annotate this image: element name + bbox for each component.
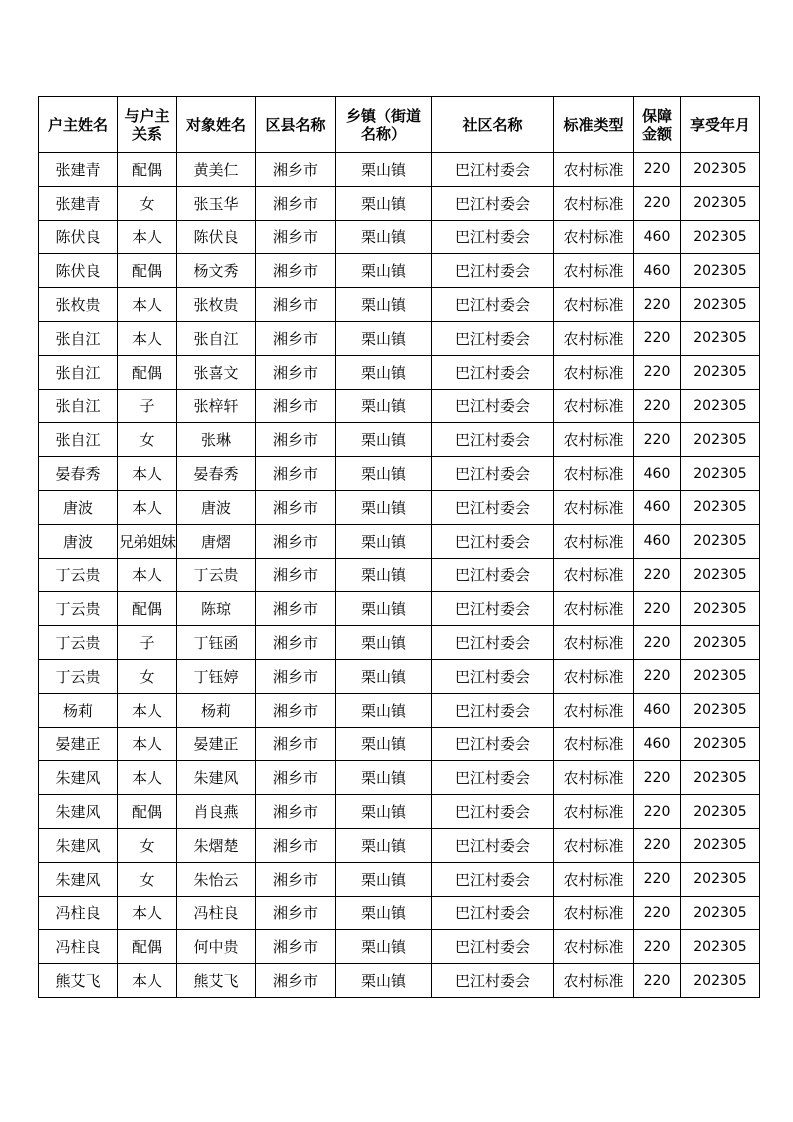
county-cell: 湘乡市 [256, 524, 336, 558]
head-name-cell: 丁云贵 [39, 626, 118, 660]
amount-cell: 220 [634, 321, 681, 355]
county-cell: 湘乡市 [256, 220, 336, 254]
table-row [39, 288, 760, 322]
standard-type-cell: 农村标准 [554, 862, 634, 896]
amount-cell: 460 [634, 457, 681, 491]
header-line: 对象姓名 [185, 115, 246, 134]
head-name-cell: 朱建风 [39, 828, 118, 862]
community-cell: 巴江村委会 [432, 659, 554, 693]
head-name-cell: 唐波 [39, 490, 118, 524]
month-cell: 202305 [681, 524, 760, 558]
head-name-cell: 张建青 [39, 186, 118, 220]
county-cell: 湘乡市 [256, 592, 336, 626]
head-name-cell: 朱建风 [39, 761, 118, 795]
standard-type-cell: 农村标准 [554, 389, 634, 423]
month-cell: 202305 [681, 186, 760, 220]
town-cell: 栗山镇 [336, 457, 432, 491]
county-cell: 湘乡市 [256, 727, 336, 761]
head-name-cell: 唐波 [39, 524, 118, 558]
member-name-cell: 杨莉 [177, 693, 256, 727]
member-name-cell: 晏春秀 [177, 457, 256, 491]
county-cell: 湘乡市 [256, 153, 336, 187]
standard-type-cell: 农村标准 [554, 423, 634, 457]
county-cell: 湘乡市 [256, 186, 336, 220]
month-cell: 202305 [681, 930, 760, 964]
standard-type-cell: 农村标准 [554, 254, 634, 288]
community-cell: 巴江村委会 [432, 592, 554, 626]
relation-cell: 本人 [118, 693, 177, 727]
amount-cell: 220 [634, 558, 681, 592]
county-cell: 湘乡市 [256, 288, 336, 322]
town-cell: 栗山镇 [336, 930, 432, 964]
amount-cell: 220 [634, 389, 681, 423]
table-row [39, 659, 760, 693]
community-header [432, 97, 554, 153]
standard-type-cell: 农村标准 [554, 693, 634, 727]
county-cell: 湘乡市 [256, 558, 336, 592]
member-name-cell: 张喜文 [177, 355, 256, 389]
town-cell: 栗山镇 [336, 186, 432, 220]
county-cell: 湘乡市 [256, 761, 336, 795]
relation-cell: 本人 [118, 761, 177, 795]
town-cell: 栗山镇 [336, 626, 432, 660]
head-name-cell: 晏春秀 [39, 457, 118, 491]
community-cell: 巴江村委会 [432, 761, 554, 795]
town-cell: 栗山镇 [336, 423, 432, 457]
community-cell: 巴江村委会 [432, 355, 554, 389]
relation-cell: 本人 [118, 727, 177, 761]
town-cell: 栗山镇 [336, 727, 432, 761]
standard-type-cell: 农村标准 [554, 524, 634, 558]
month-cell: 202305 [681, 761, 760, 795]
member-name-cell: 晏建正 [177, 727, 256, 761]
town-header [336, 97, 432, 153]
head-name-cell: 陈伏良 [39, 220, 118, 254]
relation-cell: 本人 [118, 321, 177, 355]
month-cell: 202305 [681, 321, 760, 355]
county-cell: 湘乡市 [256, 626, 336, 660]
amount-cell: 460 [634, 490, 681, 524]
month-cell: 202305 [681, 490, 760, 524]
member-name-cell: 黄美仁 [177, 153, 256, 187]
header-line: 社区名称 [462, 115, 523, 134]
head-name-cell: 丁云贵 [39, 592, 118, 626]
standard-type-cell: 农村标准 [554, 490, 634, 524]
table-row [39, 761, 760, 795]
standard-type-cell: 农村标准 [554, 761, 634, 795]
town-cell: 栗山镇 [336, 659, 432, 693]
month-cell: 202305 [681, 389, 760, 423]
county-cell: 湘乡市 [256, 693, 336, 727]
town-cell: 栗山镇 [336, 355, 432, 389]
table-row [39, 592, 760, 626]
standard-type-cell: 农村标准 [554, 727, 634, 761]
member-name-cell: 陈琼 [177, 592, 256, 626]
month-cell: 202305 [681, 457, 760, 491]
month-cell: 202305 [681, 862, 760, 896]
community-cell: 巴江村委会 [432, 186, 554, 220]
county-cell: 湘乡市 [256, 423, 336, 457]
amount-cell: 220 [634, 153, 681, 187]
town-cell: 栗山镇 [336, 592, 432, 626]
month-cell: 202305 [681, 355, 760, 389]
community-cell: 巴江村委会 [432, 490, 554, 524]
relation-cell: 子 [118, 626, 177, 660]
community-cell: 巴江村委会 [432, 828, 554, 862]
header-line: 金额 [641, 124, 672, 143]
community-cell: 巴江村委会 [432, 896, 554, 930]
month-cell: 202305 [681, 727, 760, 761]
standard-type-cell: 农村标准 [554, 288, 634, 322]
community-cell: 巴江村委会 [432, 220, 554, 254]
standard-type-cell: 农村标准 [554, 592, 634, 626]
standard-type-cell: 农村标准 [554, 930, 634, 964]
county-cell: 湘乡市 [256, 828, 336, 862]
county-cell: 湘乡市 [256, 795, 336, 829]
month-cell: 202305 [681, 964, 760, 998]
relation-cell: 女 [118, 862, 177, 896]
table-row [39, 423, 760, 457]
member-name-cell: 张自江 [177, 321, 256, 355]
town-cell: 栗山镇 [336, 321, 432, 355]
relation-cell: 女 [118, 828, 177, 862]
month-cell: 202305 [681, 592, 760, 626]
member-name-cell: 朱建风 [177, 761, 256, 795]
county-cell: 湘乡市 [256, 862, 336, 896]
member-name-cell: 何中贵 [177, 930, 256, 964]
community-cell: 巴江村委会 [432, 288, 554, 322]
month-cell: 202305 [681, 220, 760, 254]
community-cell: 巴江村委会 [432, 457, 554, 491]
town-cell: 栗山镇 [336, 288, 432, 322]
head-name-cell: 冯柱良 [39, 930, 118, 964]
member-name-cell: 唐熠 [177, 524, 256, 558]
table-row [39, 153, 760, 187]
header-line: 乡镇（街道 [345, 106, 421, 125]
town-cell: 栗山镇 [336, 153, 432, 187]
month-cell: 202305 [681, 558, 760, 592]
head-name-cell: 张自江 [39, 423, 118, 457]
table-row [39, 727, 760, 761]
amount-cell: 220 [634, 626, 681, 660]
amount-cell: 220 [634, 288, 681, 322]
table-row [39, 457, 760, 491]
amount-cell: 220 [634, 186, 681, 220]
standard-type-cell: 农村标准 [554, 457, 634, 491]
relation-cell: 兄弟姐妹 [118, 524, 177, 558]
amount-cell: 220 [634, 761, 681, 795]
amount-cell: 220 [634, 930, 681, 964]
amount-header [634, 97, 681, 153]
amount-cell: 220 [634, 795, 681, 829]
head-name-cell: 熊艾飞 [39, 964, 118, 998]
county-cell: 湘乡市 [256, 254, 336, 288]
table-row [39, 626, 760, 660]
standard-type-cell: 农村标准 [554, 558, 634, 592]
head-name-cell: 杨莉 [39, 693, 118, 727]
head-name-cell: 张自江 [39, 321, 118, 355]
relation-cell: 配偶 [118, 795, 177, 829]
community-cell: 巴江村委会 [432, 795, 554, 829]
county-cell: 湘乡市 [256, 457, 336, 491]
amount-cell: 460 [634, 254, 681, 288]
relation-cell: 配偶 [118, 153, 177, 187]
relation-cell: 本人 [118, 558, 177, 592]
town-cell: 栗山镇 [336, 761, 432, 795]
county-cell: 湘乡市 [256, 389, 336, 423]
month-cell: 202305 [681, 153, 760, 187]
relation-cell: 本人 [118, 220, 177, 254]
head-name-cell: 晏建正 [39, 727, 118, 761]
county-cell: 湘乡市 [256, 964, 336, 998]
relation-cell: 女 [118, 423, 177, 457]
member-name-cell: 张梓轩 [177, 389, 256, 423]
relation-cell: 女 [118, 659, 177, 693]
member-name-cell: 冯柱良 [177, 896, 256, 930]
community-cell: 巴江村委会 [432, 626, 554, 660]
town-cell: 栗山镇 [336, 490, 432, 524]
month-cell: 202305 [681, 693, 760, 727]
month-cell: 202305 [681, 795, 760, 829]
month-cell: 202305 [681, 423, 760, 457]
header-row [39, 97, 760, 153]
standard-type-cell: 农村标准 [554, 795, 634, 829]
amount-cell: 220 [634, 423, 681, 457]
relation-cell: 女 [118, 186, 177, 220]
standard-type-cell: 农村标准 [554, 220, 634, 254]
head-name-cell: 丁云贵 [39, 659, 118, 693]
town-cell: 栗山镇 [336, 389, 432, 423]
head-name-cell: 张建青 [39, 153, 118, 187]
community-cell: 巴江村委会 [432, 558, 554, 592]
table-row [39, 930, 760, 964]
table-row [39, 321, 760, 355]
standard-type-cell: 农村标准 [554, 659, 634, 693]
header-line: 标准类型 [563, 115, 624, 134]
relation-header [118, 97, 177, 153]
table-row [39, 254, 760, 288]
table-row [39, 389, 760, 423]
header-line: 户主姓名 [47, 115, 108, 134]
town-cell: 栗山镇 [336, 254, 432, 288]
month-cell: 202305 [681, 828, 760, 862]
standard-type-cell: 农村标准 [554, 828, 634, 862]
standard-type-cell: 农村标准 [554, 355, 634, 389]
head-name-cell: 陈伏良 [39, 254, 118, 288]
member-name-cell: 唐波 [177, 490, 256, 524]
community-cell: 巴江村委会 [432, 964, 554, 998]
month-cell: 202305 [681, 254, 760, 288]
relation-cell: 本人 [118, 457, 177, 491]
amount-cell: 460 [634, 524, 681, 558]
table-row [39, 186, 760, 220]
head-name-header [39, 97, 118, 153]
community-cell: 巴江村委会 [432, 153, 554, 187]
month-cell: 202305 [681, 288, 760, 322]
amount-cell: 220 [634, 964, 681, 998]
header-line: 与户主 [124, 106, 170, 125]
town-cell: 栗山镇 [336, 220, 432, 254]
member-name-cell: 陈伏良 [177, 220, 256, 254]
subsidy-roster-table [38, 96, 760, 998]
amount-cell: 220 [634, 659, 681, 693]
relation-cell: 本人 [118, 288, 177, 322]
community-cell: 巴江村委会 [432, 693, 554, 727]
month-cell: 202305 [681, 896, 760, 930]
standard-type-cell: 农村标准 [554, 626, 634, 660]
table-row [39, 558, 760, 592]
member-name-cell: 丁钰婷 [177, 659, 256, 693]
amount-cell: 220 [634, 896, 681, 930]
town-cell: 栗山镇 [336, 524, 432, 558]
amount-cell: 460 [634, 220, 681, 254]
relation-cell: 本人 [118, 896, 177, 930]
month-cell: 202305 [681, 626, 760, 660]
head-name-cell: 朱建风 [39, 795, 118, 829]
town-cell: 栗山镇 [336, 896, 432, 930]
community-cell: 巴江村委会 [432, 727, 554, 761]
table-header [39, 97, 760, 153]
community-cell: 巴江村委会 [432, 930, 554, 964]
member-name-header [177, 97, 256, 153]
county-cell: 湘乡市 [256, 659, 336, 693]
county-cell: 湘乡市 [256, 896, 336, 930]
head-name-cell: 张自江 [39, 355, 118, 389]
table-row [39, 828, 760, 862]
relation-cell: 配偶 [118, 930, 177, 964]
community-cell: 巴江村委会 [432, 862, 554, 896]
amount-cell: 220 [634, 862, 681, 896]
member-name-cell: 张琳 [177, 423, 256, 457]
member-name-cell: 熊艾飞 [177, 964, 256, 998]
standard-type-cell: 农村标准 [554, 896, 634, 930]
table-row [39, 862, 760, 896]
county-cell: 湘乡市 [256, 355, 336, 389]
amount-cell: 220 [634, 828, 681, 862]
standard-type-cell: 农村标准 [554, 186, 634, 220]
table-row [39, 524, 760, 558]
member-name-cell: 朱怡云 [177, 862, 256, 896]
relation-cell: 配偶 [118, 355, 177, 389]
community-cell: 巴江村委会 [432, 524, 554, 558]
head-name-cell: 张枚贵 [39, 288, 118, 322]
county-cell: 湘乡市 [256, 490, 336, 524]
amount-cell: 460 [634, 693, 681, 727]
header-line: 关系 [131, 124, 162, 143]
town-cell: 栗山镇 [336, 795, 432, 829]
table-row [39, 896, 760, 930]
amount-cell: 460 [634, 727, 681, 761]
table-row [39, 693, 760, 727]
member-name-cell: 张玉华 [177, 186, 256, 220]
community-cell: 巴江村委会 [432, 321, 554, 355]
month-header [681, 97, 760, 153]
amount-cell: 220 [634, 592, 681, 626]
member-name-cell: 杨文秀 [177, 254, 256, 288]
town-cell: 栗山镇 [336, 964, 432, 998]
head-name-cell: 冯柱良 [39, 896, 118, 930]
header-line: 保障 [641, 106, 672, 125]
table-row [39, 964, 760, 998]
county-header [256, 97, 336, 153]
town-cell: 栗山镇 [336, 693, 432, 727]
month-cell: 202305 [681, 659, 760, 693]
header-line: 区县名称 [265, 115, 326, 134]
relation-cell: 配偶 [118, 254, 177, 288]
community-cell: 巴江村委会 [432, 254, 554, 288]
head-name-cell: 朱建风 [39, 862, 118, 896]
table-row [39, 795, 760, 829]
standard-type-cell: 农村标准 [554, 153, 634, 187]
standard-type-header [554, 97, 634, 153]
county-cell: 湘乡市 [256, 321, 336, 355]
town-cell: 栗山镇 [336, 828, 432, 862]
table-row [39, 355, 760, 389]
member-name-cell: 丁钰函 [177, 626, 256, 660]
relation-cell: 配偶 [118, 592, 177, 626]
table-row [39, 220, 760, 254]
standard-type-cell: 农村标准 [554, 964, 634, 998]
member-name-cell: 丁云贵 [177, 558, 256, 592]
relation-cell: 子 [118, 389, 177, 423]
head-name-cell: 张自江 [39, 389, 118, 423]
member-name-cell: 朱熠楚 [177, 828, 256, 862]
header-line: 名称） [360, 124, 406, 143]
head-name-cell: 丁云贵 [39, 558, 118, 592]
member-name-cell: 张枚贵 [177, 288, 256, 322]
standard-type-cell: 农村标准 [554, 321, 634, 355]
header-line: 享受年月 [689, 115, 750, 134]
community-cell: 巴江村委会 [432, 423, 554, 457]
amount-cell: 220 [634, 355, 681, 389]
county-cell: 湘乡市 [256, 930, 336, 964]
town-cell: 栗山镇 [336, 862, 432, 896]
table-row [39, 490, 760, 524]
town-cell: 栗山镇 [336, 558, 432, 592]
community-cell: 巴江村委会 [432, 389, 554, 423]
relation-cell: 本人 [118, 490, 177, 524]
relation-cell: 本人 [118, 964, 177, 998]
member-name-cell: 肖良燕 [177, 795, 256, 829]
table-body [39, 153, 760, 998]
